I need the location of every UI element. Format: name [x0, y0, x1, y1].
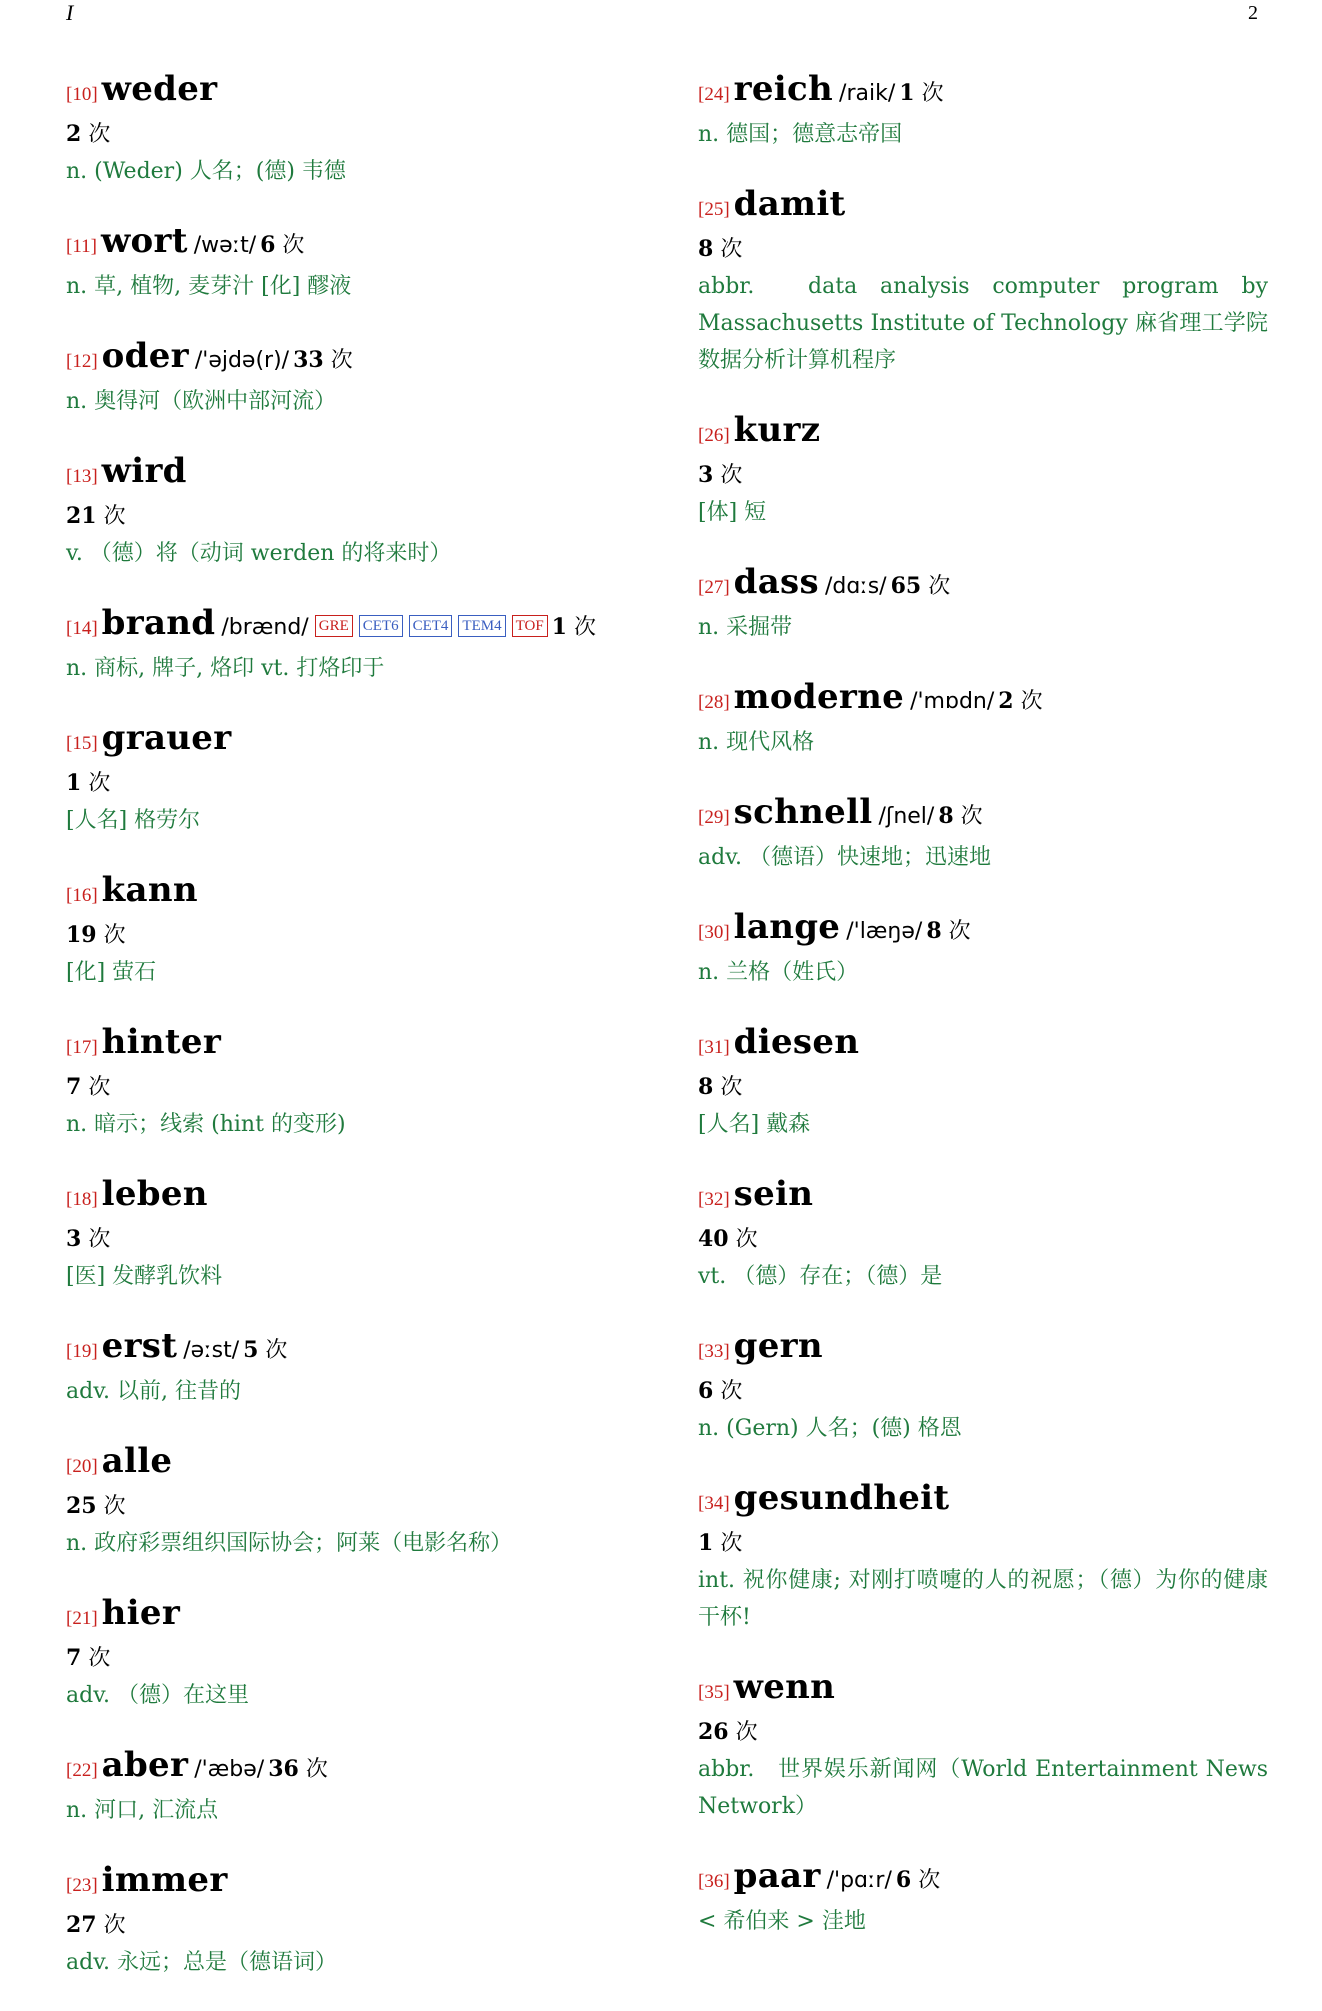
entry-count-unit: 次 [720, 1379, 743, 1404]
entry-count-unit: 次 [103, 1494, 126, 1519]
word-entry [698, 791, 1268, 876]
entry-count-number: 2 [998, 688, 1014, 714]
entry-definition: n. 河口, 汇流点 [66, 1798, 219, 1823]
entry-headline [698, 409, 1268, 457]
entry-count-line [66, 1907, 666, 1944]
entry-count [66, 923, 126, 948]
entry-index: [34] [698, 1493, 730, 1514]
entry-phonetic: /'læŋə/ [846, 919, 923, 944]
entry-headline [66, 68, 666, 116]
entry-count-number: 40 [698, 1226, 729, 1252]
entry-count-unit: 次 [948, 919, 971, 944]
word-entry [66, 717, 666, 839]
entry-count [896, 1868, 940, 1893]
entry-count-unit: 次 [103, 1913, 126, 1938]
entry-count-number: 7 [66, 1074, 82, 1100]
entry-index: [23] [66, 1875, 98, 1896]
word-entry [698, 1325, 1268, 1447]
entry-phonetic: /raik/ [839, 81, 896, 106]
entry-headline [698, 906, 1268, 954]
entry-word: damit [733, 184, 846, 224]
entry-count [66, 1494, 126, 1519]
entry-count [552, 615, 596, 640]
entry-count-unit: 次 [265, 1338, 288, 1363]
entry-count-number: 5 [243, 1337, 259, 1363]
entry-definition: [体] 短 [698, 500, 767, 525]
word-entry [66, 335, 666, 420]
entry-headline [66, 1744, 666, 1792]
exam-tag: CET6 [359, 615, 403, 637]
entry-word: gesundheit [733, 1478, 950, 1518]
entry-phonetic: /'mɒdn/ [910, 689, 995, 714]
entry-headline [698, 561, 1268, 609]
entry-word: aber [101, 1745, 189, 1785]
entry-definition: adv. （德语）快速地；迅速地 [698, 845, 992, 870]
entry-count-line [698, 1714, 1268, 1751]
entry-index: [20] [66, 1456, 98, 1477]
entry-word: reich [733, 69, 834, 109]
entry-count [899, 81, 943, 106]
entry-count [938, 804, 982, 829]
entry-count-line [66, 1069, 666, 1106]
entry-count-number: 3 [698, 462, 714, 488]
entry-count-line [66, 917, 666, 954]
entry-count [260, 233, 304, 258]
entry-count-unit: 次 [1020, 689, 1043, 714]
entry-index: [24] [698, 84, 730, 105]
word-entry [698, 409, 1268, 531]
entry-word: kann [101, 870, 198, 910]
entry-count-unit: 次 [928, 574, 951, 599]
entry-word: wort [100, 221, 188, 261]
entry-count-unit: 次 [573, 615, 596, 640]
entry-headline [698, 1173, 1268, 1221]
entry-definition: adv. 永远；总是（德语词） [66, 1950, 338, 1975]
entry-definition: n. 采掘带 [698, 615, 793, 640]
entry-count [698, 463, 742, 488]
entry-count [268, 1757, 328, 1782]
entry-index: [22] [66, 1760, 98, 1781]
entry-count-number: 6 [260, 232, 276, 258]
entry-word: weder [101, 69, 218, 109]
entry-count-number: 3 [66, 1226, 82, 1252]
entry-count-number: 1 [698, 1530, 714, 1556]
entry-count [66, 504, 126, 529]
entry-headline [698, 791, 1268, 839]
entry-count-unit: 次 [88, 771, 111, 796]
entry-count-unit: 次 [88, 122, 111, 147]
entry-count-line [698, 457, 1268, 494]
entry-definition: n. 政府彩票组织国际协会；阿莱（电影名称） [66, 1531, 513, 1556]
entry-count [66, 1227, 110, 1252]
entry-index: [14] [66, 618, 98, 639]
entry-index: [32] [698, 1189, 730, 1210]
entry-index: [29] [698, 807, 730, 828]
entry-definition: n. 德国；德意志帝国 [698, 122, 903, 147]
entry-word: dass [733, 562, 819, 602]
entry-count-number: 7 [66, 1645, 82, 1671]
entry-phonetic: /'pɑːr/ [826, 1868, 892, 1893]
entry-word: diesen [733, 1022, 860, 1062]
entry-count-unit: 次 [720, 1531, 743, 1556]
entry-phonetic: /'æbə/ [194, 1757, 265, 1782]
entry-headline [66, 1173, 666, 1221]
entry-count [698, 1720, 758, 1745]
entry-index: [26] [698, 425, 730, 446]
entry-index: [11] [66, 236, 97, 257]
entry-count-line [698, 231, 1268, 268]
entry-index: [17] [66, 1037, 98, 1058]
entry-count-number: 25 [66, 1493, 97, 1519]
entry-headline [66, 1859, 666, 1907]
entry-count-unit: 次 [88, 1075, 111, 1100]
entry-count [698, 237, 742, 262]
word-entry [66, 602, 666, 687]
entry-count-number: 2 [66, 121, 82, 147]
entry-phonetic: /wəːt/ [193, 233, 257, 258]
entry-count-number: 8 [698, 236, 714, 262]
entry-headline [66, 335, 666, 383]
word-entry [66, 1440, 666, 1562]
entry-word: brand [101, 603, 216, 643]
word-entry [698, 1855, 1268, 1940]
word-entry [66, 68, 666, 190]
entry-count-number: 1 [551, 614, 567, 640]
entry-index: [27] [698, 577, 730, 598]
entry-count [698, 1075, 742, 1100]
entry-index: [21] [66, 1608, 98, 1629]
entry-headline [698, 1666, 1268, 1714]
entry-count-number: 65 [890, 573, 922, 599]
entry-count-number: 27 [66, 1912, 97, 1938]
entry-index: [12] [66, 351, 98, 372]
entry-count-number: 26 [698, 1719, 729, 1745]
word-entry [698, 1666, 1268, 1825]
word-entry [66, 1325, 666, 1410]
entry-index: [28] [698, 692, 730, 713]
entry-phonetic: /dɑːs/ [824, 574, 887, 599]
entry-headline [698, 676, 1268, 724]
word-entry [698, 68, 1268, 153]
entry-headline [66, 220, 666, 268]
entry-count-unit: 次 [88, 1646, 111, 1671]
entry-count [66, 1075, 110, 1100]
entry-index: [16] [66, 885, 98, 906]
entry-word: moderne [733, 677, 905, 717]
entry-count-number: 8 [698, 1074, 714, 1100]
entry-headline [698, 1477, 1268, 1525]
entry-count-unit: 次 [720, 463, 743, 488]
entry-index: [18] [66, 1189, 98, 1210]
entry-word: hinter [101, 1022, 222, 1062]
exam-tag: TEM4 [458, 615, 505, 637]
entry-count-line [698, 1373, 1268, 1410]
entry-index: [13] [66, 466, 98, 487]
entry-count [891, 574, 951, 599]
entry-count-number: 8 [926, 918, 942, 944]
entry-count [66, 122, 110, 147]
entry-word: leben [101, 1174, 208, 1214]
entry-word: gern [733, 1326, 823, 1366]
word-entry [698, 183, 1268, 379]
entry-index: [25] [698, 199, 730, 220]
entry-headline [698, 1325, 1268, 1373]
entry-count-number: 1 [66, 770, 82, 796]
entry-count-number: 19 [66, 922, 97, 948]
entry-definition: n. 草, 植物, 麦芽汁 [化] 醪液 [66, 274, 352, 299]
entry-count-unit: 次 [103, 923, 126, 948]
page-number: 2 [1248, 2, 1258, 24]
entry-count-line [66, 1221, 666, 1258]
entry-count-unit: 次 [918, 1868, 941, 1893]
entry-definition: [化] 萤石 [66, 960, 157, 985]
entry-definition: vt. （德）存在；（德）是 [698, 1264, 943, 1289]
word-entry [66, 1859, 666, 1981]
entry-headline [66, 717, 666, 765]
word-entry [698, 561, 1268, 646]
exam-tag: CET4 [409, 615, 453, 637]
entry-headline [66, 1592, 666, 1640]
entry-count-unit: 次 [282, 233, 305, 258]
entry-word: sein [733, 1174, 814, 1214]
entry-count [698, 1379, 742, 1404]
entry-count-number: 8 [938, 803, 954, 829]
entry-headline [698, 183, 1268, 231]
entry-count-unit: 次 [305, 1757, 328, 1782]
entry-definition: n. 暗示；线索 (hint 的变形) [66, 1112, 346, 1137]
entry-count-number: 36 [268, 1756, 299, 1782]
entry-count-unit: 次 [720, 1075, 743, 1100]
left-column [66, 68, 666, 2011]
entry-count-line [698, 1069, 1268, 1106]
entry-count-line [66, 765, 666, 802]
word-entry [698, 1021, 1268, 1143]
entry-count [998, 689, 1042, 714]
entry-word: erst [101, 1326, 178, 1366]
word-entry [66, 869, 666, 991]
entry-word: paar [733, 1856, 821, 1896]
entry-count [293, 348, 353, 373]
entry-headline [66, 1440, 666, 1488]
entry-count-unit: 次 [720, 237, 743, 262]
entry-count-unit: 次 [330, 348, 353, 373]
entry-word: wenn [733, 1667, 836, 1707]
entry-phonetic: /brænd/ [221, 615, 309, 640]
entry-definition: [医] 发酵乳饮料 [66, 1264, 223, 1289]
entry-word: oder [101, 336, 189, 376]
entry-count-line [66, 116, 666, 153]
entry-index: [15] [66, 733, 98, 754]
word-entry [698, 1173, 1268, 1295]
entry-count-line [66, 1640, 666, 1677]
entry-count [243, 1338, 287, 1363]
word-entry [66, 450, 666, 572]
entry-count [698, 1531, 742, 1556]
entry-headline [66, 1021, 666, 1069]
entry-phonetic: /'əjdə(r)/ [194, 348, 290, 373]
word-entry [66, 1173, 666, 1295]
word-entry [698, 906, 1268, 991]
word-entry [698, 676, 1268, 761]
entry-headline [66, 1325, 666, 1373]
entry-definition: n. (Gern) 人名；(德) 格恩 [698, 1416, 962, 1441]
entry-count-line [66, 1488, 666, 1525]
entry-word: lange [733, 907, 841, 947]
entry-count [66, 771, 110, 796]
entry-count-unit: 次 [735, 1720, 758, 1745]
entry-index: [31] [698, 1037, 730, 1058]
entry-definition: < 希伯来 > 洼地 [698, 1909, 866, 1934]
entry-count [66, 1646, 110, 1671]
exam-tag: TOF [512, 615, 548, 637]
entry-count-number: 1 [899, 80, 915, 106]
entry-phonetic: /ʃnel/ [878, 804, 935, 829]
entry-count-line [66, 498, 666, 535]
word-entry [66, 1592, 666, 1714]
entry-headline [66, 602, 666, 650]
entry-word: hier [101, 1593, 181, 1633]
entry-definition: n. (Weder) 人名；(德) 韦德 [66, 159, 346, 184]
entry-definition: n. 兰格（姓氏） [698, 960, 859, 985]
entry-word: wird [101, 451, 187, 491]
entry-count-number: 33 [293, 347, 324, 373]
entry-count [698, 1227, 758, 1252]
entry-definition: adv. （德）在这里 [66, 1683, 250, 1708]
entry-count-number: 6 [895, 1867, 912, 1893]
entry-definition: [人名] 戴森 [698, 1112, 811, 1137]
entry-count-unit: 次 [960, 804, 983, 829]
entry-index: [19] [66, 1341, 98, 1362]
entry-headline [66, 869, 666, 917]
entry-index: [36] [698, 1871, 730, 1892]
entry-definition: [人名] 格劳尔 [66, 808, 201, 833]
exam-tag: GRE [315, 615, 353, 637]
entry-count-unit: 次 [735, 1227, 758, 1252]
entry-count-unit: 次 [921, 81, 944, 106]
entry-index: [30] [698, 922, 730, 943]
entry-word: schnell [733, 792, 873, 832]
entry-word: alle [101, 1441, 173, 1481]
entry-headline [698, 1021, 1268, 1069]
entry-count-line [698, 1221, 1268, 1258]
entry-index: [10] [66, 84, 98, 105]
entry-index: [35] [698, 1682, 730, 1703]
entry-word: kurz [733, 410, 821, 450]
entry-count-number: 6 [698, 1378, 714, 1404]
word-entry [66, 1021, 666, 1143]
page-header-letter: I [66, 0, 74, 25]
entry-definition: adv. 以前, 往昔的 [66, 1379, 241, 1404]
entry-definition: v. （德）将（动词 werden 的将来时） [66, 541, 452, 566]
entry-word: grauer [101, 718, 232, 758]
word-entry [66, 1744, 666, 1829]
entry-word: immer [101, 1860, 228, 1900]
right-column [698, 68, 1268, 1970]
entry-definition: n. 现代风格 [698, 730, 815, 755]
entry-count-unit: 次 [88, 1227, 111, 1252]
entry-index: [33] [698, 1341, 730, 1362]
entry-count-number: 21 [66, 503, 97, 529]
entry-definition: abbr. 世界娱乐新闻网（World Entertainment News Network） [698, 1757, 1268, 1819]
entry-count [926, 919, 970, 944]
entry-definition: abbr. data analysis computer program by Massachusetts Institute of Technology 麻省理工学院数据分析计算机程序 [698, 274, 1268, 373]
entry-definition: n. 奥得河（欧洲中部河流） [66, 389, 337, 414]
entry-count-unit: 次 [103, 504, 126, 529]
entry-definition: n. 商标, 牌子, 烙印 vt. 打烙印于 [66, 656, 385, 681]
entry-definition: int. 祝你健康; 对刚打喷嚏的人的祝愿；（德）为你的健康干杯! [698, 1568, 1268, 1630]
word-entry [66, 220, 666, 305]
entry-headline [698, 1855, 1268, 1903]
entry-headline [66, 450, 666, 498]
entry-headline [698, 68, 1268, 116]
entry-phonetic: /əːst/ [183, 1338, 240, 1363]
word-entry [698, 1477, 1268, 1636]
entry-count-line [698, 1525, 1268, 1562]
entry-count [66, 1913, 126, 1938]
